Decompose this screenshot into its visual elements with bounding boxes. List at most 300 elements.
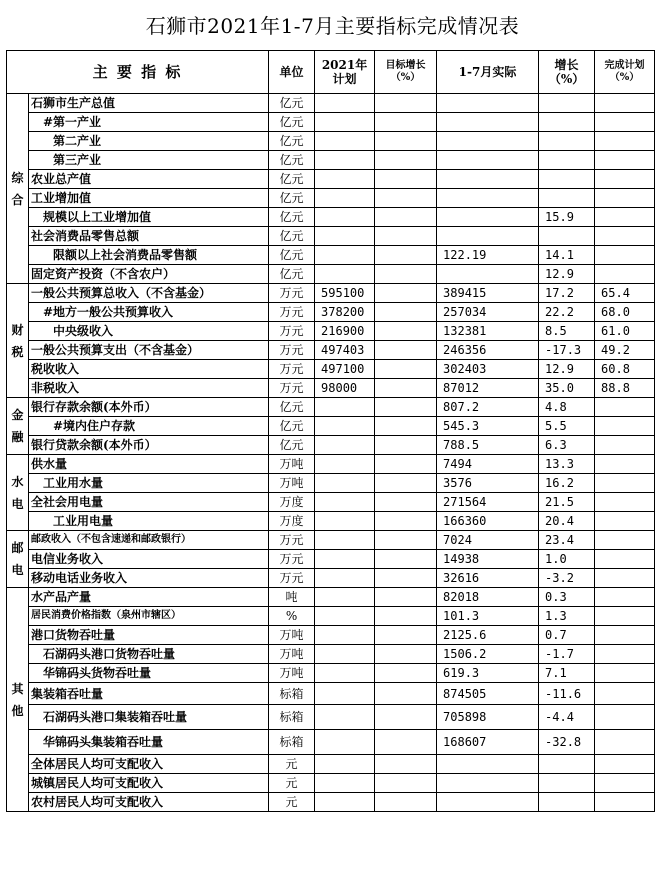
plan-cell bbox=[315, 730, 375, 755]
plan-cell: 595100 bbox=[315, 284, 375, 303]
header-plan: 2021年计划 bbox=[315, 51, 375, 94]
indicator-name: 电信业务收入 bbox=[29, 550, 269, 569]
table-row bbox=[7, 303, 655, 322]
completion-cell bbox=[595, 246, 655, 265]
growth-cell bbox=[539, 113, 595, 132]
target-growth-cell bbox=[375, 626, 437, 645]
growth-cell: 0.3 bbox=[539, 588, 595, 607]
indicator-name: 银行存款余额(本外币） bbox=[29, 398, 269, 417]
completion-cell bbox=[595, 398, 655, 417]
unit-cell: 万元 bbox=[269, 284, 315, 303]
table-row bbox=[7, 474, 655, 493]
growth-cell: 17.2 bbox=[539, 284, 595, 303]
table-row bbox=[7, 417, 655, 436]
growth-cell bbox=[539, 151, 595, 170]
target-growth-cell bbox=[375, 730, 437, 755]
unit-cell: 标箱 bbox=[269, 683, 315, 705]
target-growth-cell bbox=[375, 531, 437, 550]
actual-cell bbox=[437, 113, 539, 132]
completion-cell bbox=[595, 569, 655, 588]
target-growth-cell bbox=[375, 569, 437, 588]
indicator-name: 第二产业 bbox=[29, 132, 269, 151]
indicator-name: 农业总产值 bbox=[29, 170, 269, 189]
plan-cell bbox=[315, 645, 375, 664]
target-growth-cell bbox=[375, 341, 437, 360]
indicator-name: 居民消费价格指数（泉州市辖区） bbox=[29, 607, 269, 626]
completion-cell: 68.0 bbox=[595, 303, 655, 322]
completion-cell bbox=[595, 151, 655, 170]
target-growth-cell bbox=[375, 436, 437, 455]
completion-cell bbox=[595, 626, 655, 645]
actual-cell: 87012 bbox=[437, 379, 539, 398]
plan-cell: 378200 bbox=[315, 303, 375, 322]
actual-cell: 874505 bbox=[437, 683, 539, 705]
table-row bbox=[7, 113, 655, 132]
table-row bbox=[7, 607, 655, 626]
unit-cell: 万吨 bbox=[269, 664, 315, 683]
indicator-name: 城镇居民人均可支配收入 bbox=[29, 774, 269, 793]
plan-cell bbox=[315, 436, 375, 455]
actual-cell: 168607 bbox=[437, 730, 539, 755]
unit-cell: 万元 bbox=[269, 569, 315, 588]
growth-cell: 0.7 bbox=[539, 626, 595, 645]
completion-cell bbox=[595, 189, 655, 208]
category-cell: 金融 bbox=[7, 398, 29, 455]
unit-cell: 万元 bbox=[269, 550, 315, 569]
unit-cell: % bbox=[269, 607, 315, 626]
indicator-name: 限额以上社会消费品零售额 bbox=[29, 246, 269, 265]
unit-cell: 亿元 bbox=[269, 94, 315, 113]
target-growth-cell bbox=[375, 189, 437, 208]
actual-cell bbox=[437, 755, 539, 774]
completion-cell bbox=[595, 531, 655, 550]
unit-cell: 亿元 bbox=[269, 227, 315, 246]
table-row bbox=[7, 493, 655, 512]
growth-cell bbox=[539, 774, 595, 793]
plan-cell bbox=[315, 550, 375, 569]
indicator-name: 非税收入 bbox=[29, 379, 269, 398]
plan-cell bbox=[315, 774, 375, 793]
target-growth-cell bbox=[375, 417, 437, 436]
actual-cell bbox=[437, 265, 539, 284]
unit-cell: 元 bbox=[269, 774, 315, 793]
plan-cell bbox=[315, 189, 375, 208]
indicator-name: 规模以上工业增加值 bbox=[29, 208, 269, 227]
indicator-name: 石湖码头港口集装箱吞吐量 bbox=[29, 705, 269, 730]
plan-cell bbox=[315, 512, 375, 531]
actual-cell: 2125.6 bbox=[437, 626, 539, 645]
target-growth-cell bbox=[375, 379, 437, 398]
indicator-name: 邮政收入（不包含速递和邮政银行） bbox=[29, 531, 269, 550]
header-row bbox=[7, 51, 655, 94]
indicator-name: 一般公共预算支出（不含基金） bbox=[29, 341, 269, 360]
unit-cell: 万吨 bbox=[269, 455, 315, 474]
actual-cell: 302403 bbox=[437, 360, 539, 379]
target-growth-cell bbox=[375, 512, 437, 531]
target-growth-cell bbox=[375, 113, 437, 132]
completion-cell: 65.4 bbox=[595, 284, 655, 303]
table-row bbox=[7, 730, 655, 755]
indicator-name: 供水量 bbox=[29, 455, 269, 474]
plan-cell bbox=[315, 474, 375, 493]
plan-cell bbox=[315, 132, 375, 151]
target-growth-cell bbox=[375, 170, 437, 189]
plan-cell bbox=[315, 417, 375, 436]
actual-cell: 32616 bbox=[437, 569, 539, 588]
completion-cell bbox=[595, 645, 655, 664]
table-row bbox=[7, 341, 655, 360]
growth-cell: 1.3 bbox=[539, 607, 595, 626]
table-row bbox=[7, 512, 655, 531]
category-cell: 综合 bbox=[7, 94, 29, 284]
indicator-name: 水产品产量 bbox=[29, 588, 269, 607]
actual-cell bbox=[437, 774, 539, 793]
unit-cell: 万度 bbox=[269, 512, 315, 531]
indicator-name: #地方一般公共预算收入 bbox=[29, 303, 269, 322]
plan-cell bbox=[315, 493, 375, 512]
category-cell: 水电 bbox=[7, 455, 29, 531]
completion-cell bbox=[595, 132, 655, 151]
table-row bbox=[7, 379, 655, 398]
plan-cell bbox=[315, 755, 375, 774]
plan-cell: 216900 bbox=[315, 322, 375, 341]
actual-cell: 82018 bbox=[437, 588, 539, 607]
completion-cell: 49.2 bbox=[595, 341, 655, 360]
actual-cell: 14938 bbox=[437, 550, 539, 569]
table-row bbox=[7, 664, 655, 683]
table-row bbox=[7, 322, 655, 341]
table-row bbox=[7, 398, 655, 417]
growth-cell: 16.2 bbox=[539, 474, 595, 493]
unit-cell: 万吨 bbox=[269, 474, 315, 493]
target-growth-cell bbox=[375, 303, 437, 322]
indicator-name: 石狮市生产总值 bbox=[29, 94, 269, 113]
completion-cell bbox=[595, 170, 655, 189]
completion-cell bbox=[595, 208, 655, 227]
actual-cell bbox=[437, 170, 539, 189]
plan-cell bbox=[315, 455, 375, 474]
target-growth-cell bbox=[375, 94, 437, 113]
completion-cell: 88.8 bbox=[595, 379, 655, 398]
indicator-name: 社会消费品零售总额 bbox=[29, 227, 269, 246]
table-row bbox=[7, 626, 655, 645]
completion-cell bbox=[595, 755, 655, 774]
growth-cell: -17.3 bbox=[539, 341, 595, 360]
growth-cell: -3.2 bbox=[539, 569, 595, 588]
completion-cell bbox=[595, 94, 655, 113]
completion-cell bbox=[595, 227, 655, 246]
header-target-growth: 目标增长（%） bbox=[375, 51, 437, 94]
completion-cell bbox=[595, 730, 655, 755]
growth-cell: 1.0 bbox=[539, 550, 595, 569]
indicator-name: 移动电话业务收入 bbox=[29, 569, 269, 588]
table-row bbox=[7, 151, 655, 170]
header-growth: 增长（%） bbox=[539, 51, 595, 94]
unit-cell: 亿元 bbox=[269, 113, 315, 132]
actual-cell bbox=[437, 151, 539, 170]
target-growth-cell bbox=[375, 683, 437, 705]
actual-cell bbox=[437, 227, 539, 246]
indicator-name: 工业用电量 bbox=[29, 512, 269, 531]
table-row bbox=[7, 550, 655, 569]
table-row bbox=[7, 132, 655, 151]
category-cell: 其他 bbox=[7, 588, 29, 812]
plan-cell bbox=[315, 246, 375, 265]
target-growth-cell bbox=[375, 208, 437, 227]
actual-cell: 619.3 bbox=[437, 664, 539, 683]
actual-cell: 389415 bbox=[437, 284, 539, 303]
indicator-name: 第三产业 bbox=[29, 151, 269, 170]
target-growth-cell bbox=[375, 664, 437, 683]
unit-cell: 万元 bbox=[269, 322, 315, 341]
table-row bbox=[7, 246, 655, 265]
indicator-name: 税收收入 bbox=[29, 360, 269, 379]
growth-cell: 15.9 bbox=[539, 208, 595, 227]
table-row bbox=[7, 208, 655, 227]
unit-cell: 标箱 bbox=[269, 705, 315, 730]
table-row bbox=[7, 588, 655, 607]
actual-cell: 246356 bbox=[437, 341, 539, 360]
actual-cell: 122.19 bbox=[437, 246, 539, 265]
indicator-name: #境内住户存款 bbox=[29, 417, 269, 436]
actual-cell: 7494 bbox=[437, 455, 539, 474]
header-completion: 完成计划（%） bbox=[595, 51, 655, 94]
table-row bbox=[7, 569, 655, 588]
indicator-name: 集装箱吞吐量 bbox=[29, 683, 269, 705]
plan-cell bbox=[315, 569, 375, 588]
indicator-name: 石湖码头港口货物吞吐量 bbox=[29, 645, 269, 664]
actual-cell: 166360 bbox=[437, 512, 539, 531]
completion-cell bbox=[595, 550, 655, 569]
indicator-name: 固定资产投资（不含农户） bbox=[29, 265, 269, 284]
actual-cell: 7024 bbox=[437, 531, 539, 550]
growth-cell: 13.3 bbox=[539, 455, 595, 474]
unit-cell: 万吨 bbox=[269, 645, 315, 664]
unit-cell: 亿元 bbox=[269, 398, 315, 417]
actual-cell: 271564 bbox=[437, 493, 539, 512]
indicator-name: 华锦码头集装箱吞吐量 bbox=[29, 730, 269, 755]
actual-cell: 788.5 bbox=[437, 436, 539, 455]
unit-cell: 亿元 bbox=[269, 189, 315, 208]
target-growth-cell bbox=[375, 550, 437, 569]
target-growth-cell bbox=[375, 755, 437, 774]
growth-cell bbox=[539, 793, 595, 812]
unit-cell: 亿元 bbox=[269, 132, 315, 151]
completion-cell: 61.0 bbox=[595, 322, 655, 341]
table-row bbox=[7, 436, 655, 455]
growth-cell: 12.9 bbox=[539, 265, 595, 284]
plan-cell bbox=[315, 588, 375, 607]
actual-cell: 3576 bbox=[437, 474, 539, 493]
target-growth-cell bbox=[375, 246, 437, 265]
target-growth-cell bbox=[375, 455, 437, 474]
growth-cell bbox=[539, 755, 595, 774]
completion-cell bbox=[595, 493, 655, 512]
table-row bbox=[7, 265, 655, 284]
actual-cell: 705898 bbox=[437, 705, 539, 730]
actual-cell: 132381 bbox=[437, 322, 539, 341]
completion-cell bbox=[595, 474, 655, 493]
target-growth-cell bbox=[375, 398, 437, 417]
growth-cell: 12.9 bbox=[539, 360, 595, 379]
target-growth-cell bbox=[375, 265, 437, 284]
actual-cell: 545.3 bbox=[437, 417, 539, 436]
target-growth-cell bbox=[375, 474, 437, 493]
plan-cell bbox=[315, 113, 375, 132]
growth-cell: 4.8 bbox=[539, 398, 595, 417]
header-actual: 1-7月实际 bbox=[437, 51, 539, 94]
completion-cell bbox=[595, 512, 655, 531]
indicator-name: 工业用水量 bbox=[29, 474, 269, 493]
unit-cell: 亿元 bbox=[269, 246, 315, 265]
plan-cell bbox=[315, 626, 375, 645]
table-row bbox=[7, 227, 655, 246]
unit-cell: 元 bbox=[269, 755, 315, 774]
plan-cell bbox=[315, 265, 375, 284]
actual-cell: 101.3 bbox=[437, 607, 539, 626]
header-unit: 单位 bbox=[269, 51, 315, 94]
plan-cell: 497100 bbox=[315, 360, 375, 379]
table-row bbox=[7, 455, 655, 474]
completion-cell bbox=[595, 607, 655, 626]
growth-cell: 23.4 bbox=[539, 531, 595, 550]
growth-cell: 35.0 bbox=[539, 379, 595, 398]
unit-cell: 标箱 bbox=[269, 730, 315, 755]
growth-cell: -1.7 bbox=[539, 645, 595, 664]
plan-cell bbox=[315, 683, 375, 705]
actual-cell: 1506.2 bbox=[437, 645, 539, 664]
plan-cell bbox=[315, 170, 375, 189]
target-growth-cell bbox=[375, 360, 437, 379]
completion-cell bbox=[595, 588, 655, 607]
actual-cell bbox=[437, 208, 539, 227]
unit-cell: 亿元 bbox=[269, 151, 315, 170]
target-growth-cell bbox=[375, 132, 437, 151]
target-growth-cell bbox=[375, 493, 437, 512]
target-growth-cell bbox=[375, 607, 437, 626]
target-growth-cell bbox=[375, 322, 437, 341]
unit-cell: 元 bbox=[269, 793, 315, 812]
unit-cell: 亿元 bbox=[269, 208, 315, 227]
indicator-name: #第一产业 bbox=[29, 113, 269, 132]
table-row bbox=[7, 94, 655, 113]
growth-cell bbox=[539, 227, 595, 246]
completion-cell bbox=[595, 664, 655, 683]
plan-cell bbox=[315, 227, 375, 246]
plan-cell bbox=[315, 607, 375, 626]
completion-cell: 60.8 bbox=[595, 360, 655, 379]
indicator-name: 中央级收入 bbox=[29, 322, 269, 341]
table-row bbox=[7, 189, 655, 208]
indicator-name: 农村居民人均可支配收入 bbox=[29, 793, 269, 812]
growth-cell: -11.6 bbox=[539, 683, 595, 705]
growth-cell: 20.4 bbox=[539, 512, 595, 531]
table-row bbox=[7, 774, 655, 793]
unit-cell: 万元 bbox=[269, 341, 315, 360]
category-cell: 财税 bbox=[7, 284, 29, 398]
table-body bbox=[7, 94, 655, 812]
unit-cell: 亿元 bbox=[269, 265, 315, 284]
actual-cell: 807.2 bbox=[437, 398, 539, 417]
growth-cell bbox=[539, 170, 595, 189]
category-cell: 邮电 bbox=[7, 531, 29, 588]
actual-cell bbox=[437, 94, 539, 113]
growth-cell: 7.1 bbox=[539, 664, 595, 683]
unit-cell: 万吨 bbox=[269, 626, 315, 645]
target-growth-cell bbox=[375, 284, 437, 303]
growth-cell: 8.5 bbox=[539, 322, 595, 341]
growth-cell: 6.3 bbox=[539, 436, 595, 455]
table-row bbox=[7, 755, 655, 774]
plan-cell bbox=[315, 705, 375, 730]
plan-cell bbox=[315, 398, 375, 417]
plan-cell bbox=[315, 793, 375, 812]
table-row bbox=[7, 683, 655, 705]
target-growth-cell bbox=[375, 645, 437, 664]
growth-cell: 22.2 bbox=[539, 303, 595, 322]
indicator-name: 全社会用电量 bbox=[29, 493, 269, 512]
indicator-name: 工业增加值 bbox=[29, 189, 269, 208]
actual-cell bbox=[437, 793, 539, 812]
plan-cell bbox=[315, 531, 375, 550]
indicator-name: 一般公共预算总收入（不含基金） bbox=[29, 284, 269, 303]
indicator-name: 银行贷款余额(本外币） bbox=[29, 436, 269, 455]
actual-cell bbox=[437, 132, 539, 151]
unit-cell: 万元 bbox=[269, 360, 315, 379]
unit-cell: 万元 bbox=[269, 303, 315, 322]
completion-cell bbox=[595, 113, 655, 132]
actual-cell: 257034 bbox=[437, 303, 539, 322]
table-row bbox=[7, 793, 655, 812]
plan-cell bbox=[315, 151, 375, 170]
table-row bbox=[7, 360, 655, 379]
plan-cell bbox=[315, 94, 375, 113]
target-growth-cell bbox=[375, 793, 437, 812]
target-growth-cell bbox=[375, 151, 437, 170]
completion-cell bbox=[595, 436, 655, 455]
page-title: 石狮市2021年1-7月主要指标完成情况表 bbox=[145, 14, 520, 38]
growth-cell bbox=[539, 94, 595, 113]
growth-cell bbox=[539, 132, 595, 151]
table-row bbox=[7, 170, 655, 189]
completion-cell bbox=[595, 683, 655, 705]
plan-cell bbox=[315, 664, 375, 683]
target-growth-cell bbox=[375, 588, 437, 607]
actual-cell bbox=[437, 189, 539, 208]
completion-cell bbox=[595, 265, 655, 284]
indicator-table bbox=[6, 50, 655, 812]
indicator-name: 华锦码头货物吞吐量 bbox=[29, 664, 269, 683]
unit-cell: 吨 bbox=[269, 588, 315, 607]
table-row bbox=[7, 705, 655, 730]
growth-cell: -32.8 bbox=[539, 730, 595, 755]
growth-cell: 5.5 bbox=[539, 417, 595, 436]
unit-cell: 亿元 bbox=[269, 417, 315, 436]
table-row bbox=[7, 284, 655, 303]
target-growth-cell bbox=[375, 227, 437, 246]
growth-cell bbox=[539, 189, 595, 208]
target-growth-cell bbox=[375, 705, 437, 730]
unit-cell: 亿元 bbox=[269, 436, 315, 455]
completion-cell bbox=[595, 455, 655, 474]
plan-cell: 98000 bbox=[315, 379, 375, 398]
header-indicator: 主 要 指 标 bbox=[7, 51, 269, 94]
unit-cell: 亿元 bbox=[269, 170, 315, 189]
completion-cell bbox=[595, 417, 655, 436]
indicator-name: 港口货物吞吐量 bbox=[29, 626, 269, 645]
completion-cell bbox=[595, 705, 655, 730]
completion-cell bbox=[595, 793, 655, 812]
